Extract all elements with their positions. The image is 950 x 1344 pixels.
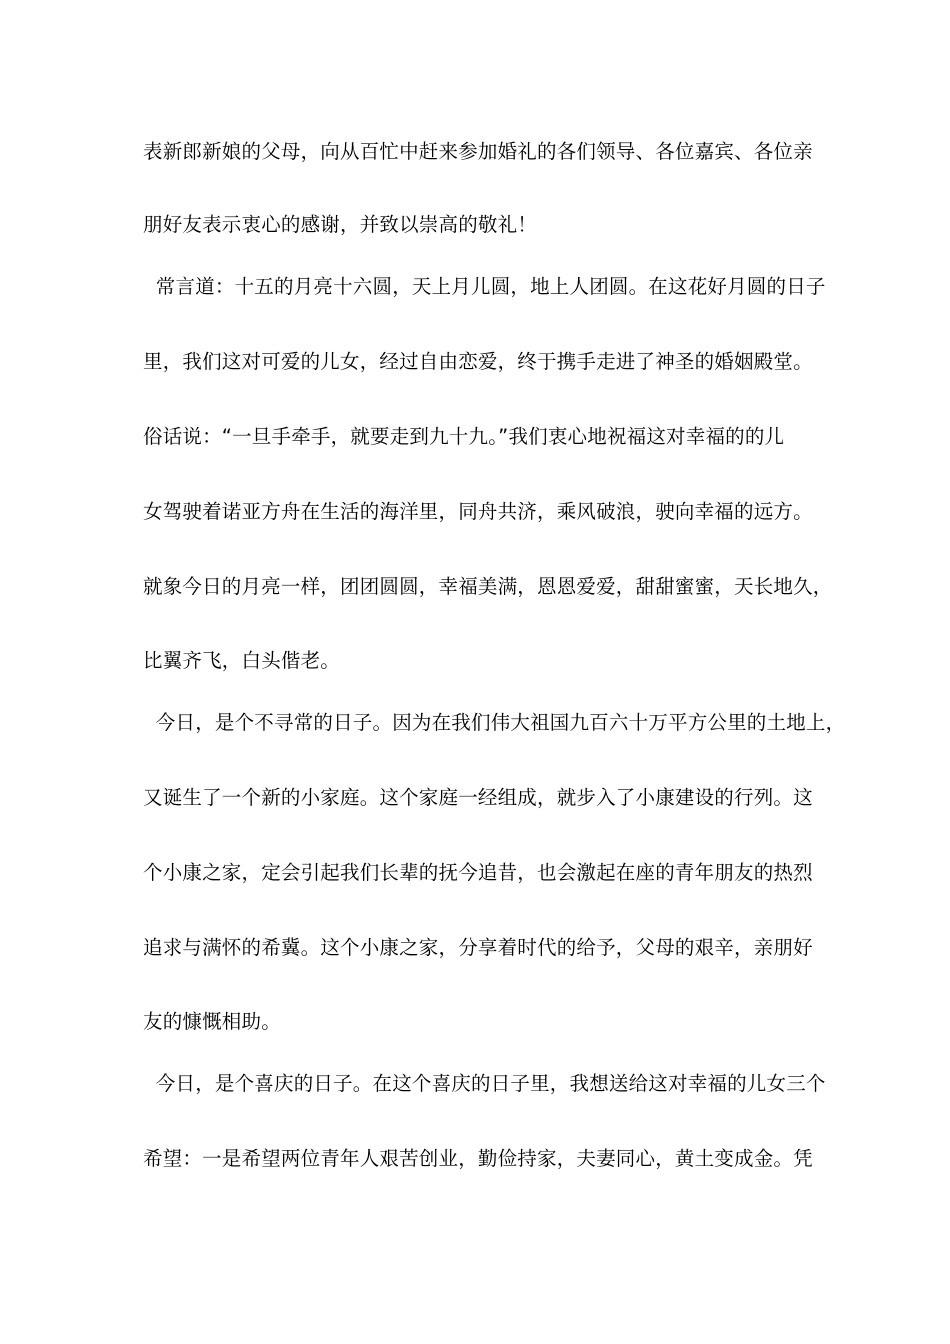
text-line: 追求与满怀的希冀。这个小康之家，分享着时代的给予，父母的艰辛，亲朋好 [143,936,813,959]
text-line: 常言道：十五的月亮十六圆，天上月儿圆，地上人团圆。在这花好月圆的日子 [143,275,826,298]
text-line: 今日，是个不寻常的日子。因为在我们伟大祖国九百六十万平方公里的土地上， [143,711,846,734]
text-line: 俗话说：“一旦手牵手，就要走到九十九。”我们衷心地祝福这对幸福的的儿 [143,425,785,448]
text-line: 表新郎新娘的父母，向从百忙中赶来参加婚礼的各们领导、各位嘉宾、各位亲 [143,140,813,163]
text-line: 友的慷慨相助。 [143,1010,281,1033]
text-line: 希望：一是希望两位青年人艰苦创业，勤俭持家，夫妻同心，黄土变成金。凭 [143,1147,813,1170]
text-line: 又诞生了一个新的小家庭。这个家庭一经组成，就步入了小康建设的行列。这 [143,786,813,809]
text-line: 就象今日的月亮一样，团团圆圆，幸福美满，恩恩爱爱，甜甜蜜蜜，天长地久， [143,575,833,598]
text-line: 个小康之家，定会引起我们长辈的抚今追昔，也会激起在座的青年朋友的热烈 [143,861,813,884]
text-line: 比翼齐飞，白头偕老。 [143,649,341,672]
text-line: 朋好友表示衷心的感谢，并致以崇高的敬礼！ [143,213,538,236]
text-line: 女驾驶着诺亚方舟在生活的海洋里，同舟共济，乘风破浪，驶向幸福的远方。 [143,500,813,523]
text-line: 今日，是个喜庆的日子。在这个喜庆的日子里，我想送给这对幸福的儿女三个 [143,1072,826,1095]
text-line: 里，我们这对可爱的儿女，经过自由恋爱，终于携手走进了神圣的婚姻殿堂。 [143,350,813,373]
